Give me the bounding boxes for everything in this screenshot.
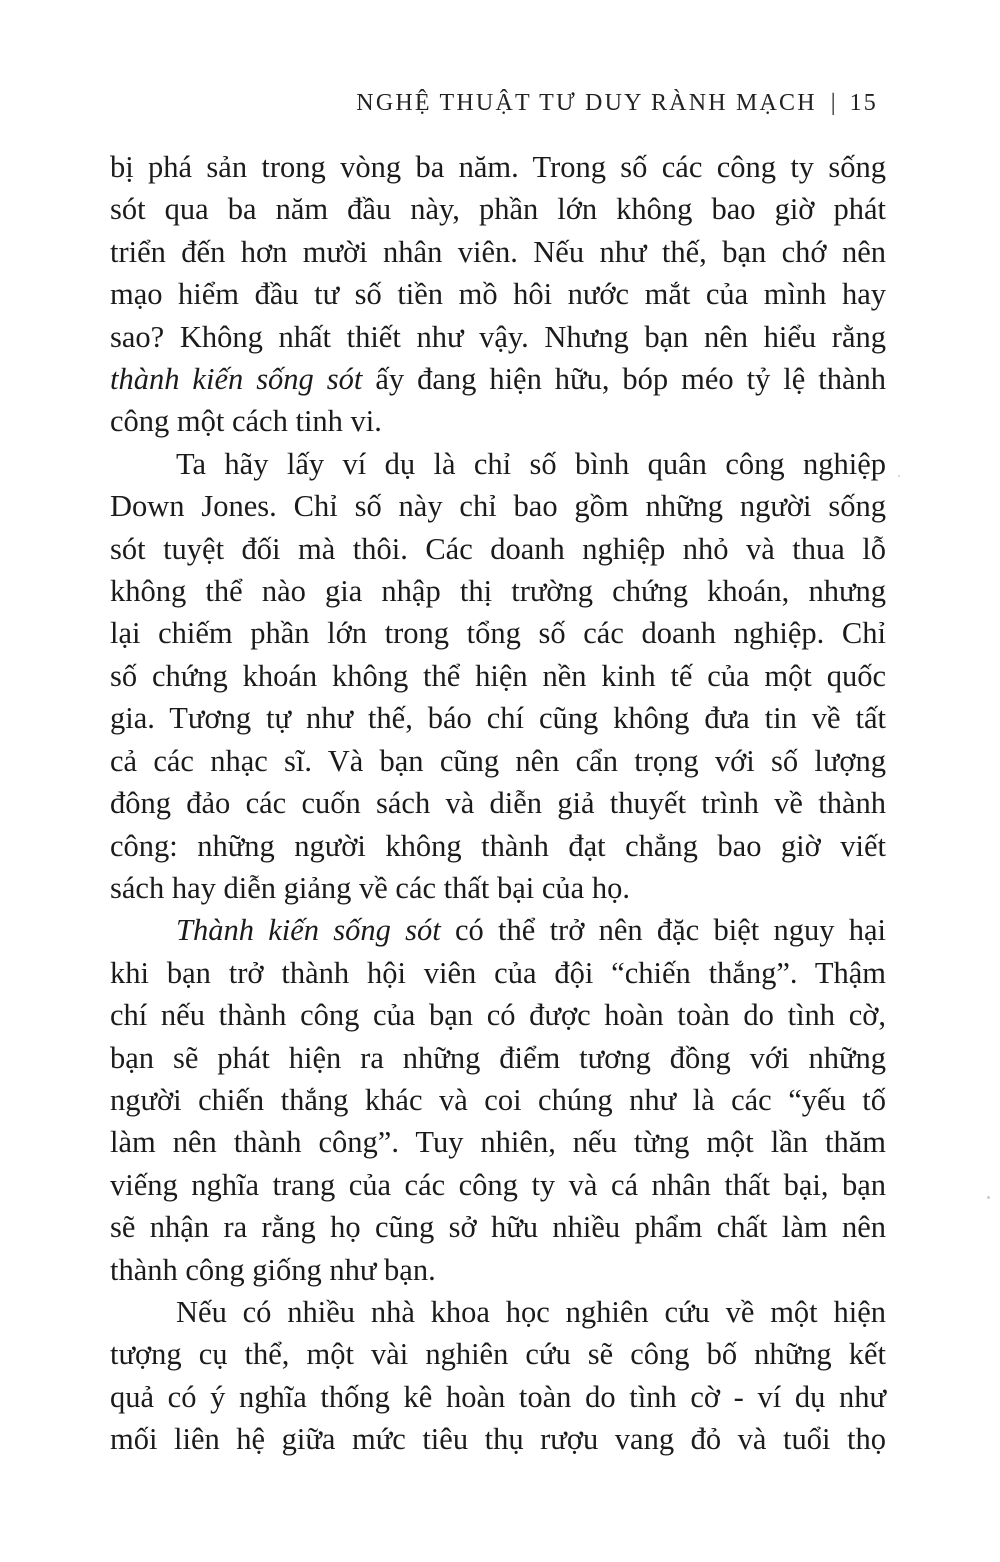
text-line: lại chiếm phần lớn trong tổng số các doanh nghiệp. Chỉ <box>110 616 886 651</box>
text-line-rest: ấy đang hiện hữu, bóp méo tỷ lệ thành <box>362 362 886 397</box>
text-line: người chiến thắng khác và coi chúng như là các “yếu tố <box>110 1082 886 1117</box>
scan-speck <box>898 475 900 477</box>
text-line: sẽ nhận ra rằng họ cũng sở hữu nhiều phẩm chất làm nên <box>110 1210 886 1245</box>
text-line: làm nên thành công”. Tuy nhiên, nếu từng một lần thăm <box>110 1125 886 1160</box>
body-text <box>110 146 886 1461</box>
paragraph-4 <box>110 1291 886 1461</box>
text-line: thành công giống như bạn. <box>110 1252 436 1287</box>
paragraph-2 <box>110 443 886 909</box>
scan-speck <box>987 1196 990 1199</box>
text-line <box>110 358 886 400</box>
text-line: chí nếu thành công của bạn có được hoàn toàn do tình cờ, <box>110 998 886 1033</box>
text-line: công một cách tinh vi. <box>110 404 382 439</box>
text-line: không thể nào gia nhập thị trường chứng khoán, nhưng <box>110 574 886 609</box>
text-line: gia. Tương tự như thế, báo chí cũng không đưa tin về tất <box>110 701 886 736</box>
text-line: bạn sẽ phát hiện ra những điểm tương đồng với những <box>110 1040 886 1075</box>
paragraph-1 <box>110 146 886 443</box>
text-line: sót tuyệt đối mà thôi. Các doanh nghiệp nhỏ và thua lỗ <box>110 531 886 566</box>
text-line: triển đến hơn mười nhân viên. Nếu như thế, bạn chớ nên <box>110 234 886 269</box>
text-line: Ta hãy lấy ví dụ là chỉ số bình quân công nghiệp <box>176 446 886 481</box>
text-line <box>110 909 886 951</box>
text-line: quả có ý nghĩa thống kê hoàn toàn do tình cờ - ví dụ như <box>110 1379 886 1414</box>
text-line: công: những người không thành đạt chẳng bao giờ viết <box>110 828 886 863</box>
text-line: viếng nghĩa trang của các công ty và cá nhân thất bại, bạn <box>110 1167 886 1202</box>
text-line: cả các nhạc sĩ. Và bạn cũng nên cẩn trọng với số lượng <box>110 743 886 778</box>
text-line: mối liên hệ giữa mức tiêu thụ rượu vang đỏ và tuổi thọ <box>110 1422 886 1457</box>
text-line: khi bạn trở thành hội viên của đội “chiến thắng”. Thậm <box>110 955 886 990</box>
header-separator: | <box>830 90 836 116</box>
text-line: sao? Không nhất thiết như vậy. Nhưng bạn nên hiểu rằng <box>110 319 886 354</box>
chapter-title: NGHỆ THUẬT TƯ DUY RÀNH MẠCH <box>356 90 817 116</box>
text-line: tượng cụ thể, một vài nghiên cứu sẽ công bố những kết <box>110 1337 886 1372</box>
italic-term: thành kiến sống sót <box>110 362 363 397</box>
text-line: sách hay diễn giảng về các thất bại của họ. <box>110 870 630 905</box>
text-line-rest: có thể trở nên đặc biệt nguy hại <box>440 913 886 948</box>
text-line: sót qua ba năm đầu này, phần lớn không bao giờ phát <box>110 192 886 227</box>
text-line: số chứng khoán không thể hiện nền kinh tế của một quốc <box>110 658 886 693</box>
text-line: mạo hiểm đầu tư số tiền mồ hôi nước mắt của mình hay <box>110 277 886 312</box>
text-line: Nếu có nhiều nhà khoa học nghiên cứu về một hiện <box>176 1294 886 1329</box>
paragraph-3 <box>110 909 886 1291</box>
page-number: 15 <box>849 90 878 116</box>
text-line: đông đảo các cuốn sách và diễn giả thuyết trình về thành <box>110 786 886 821</box>
running-header <box>356 86 878 120</box>
italic-term: Thành kiến sống sót <box>176 913 441 948</box>
text-line: bị phá sản trong vòng ba năm. Trong số các công ty sống <box>110 150 886 184</box>
text-line: Down Jones. Chỉ số này chỉ bao gồm những người sống <box>110 489 886 524</box>
